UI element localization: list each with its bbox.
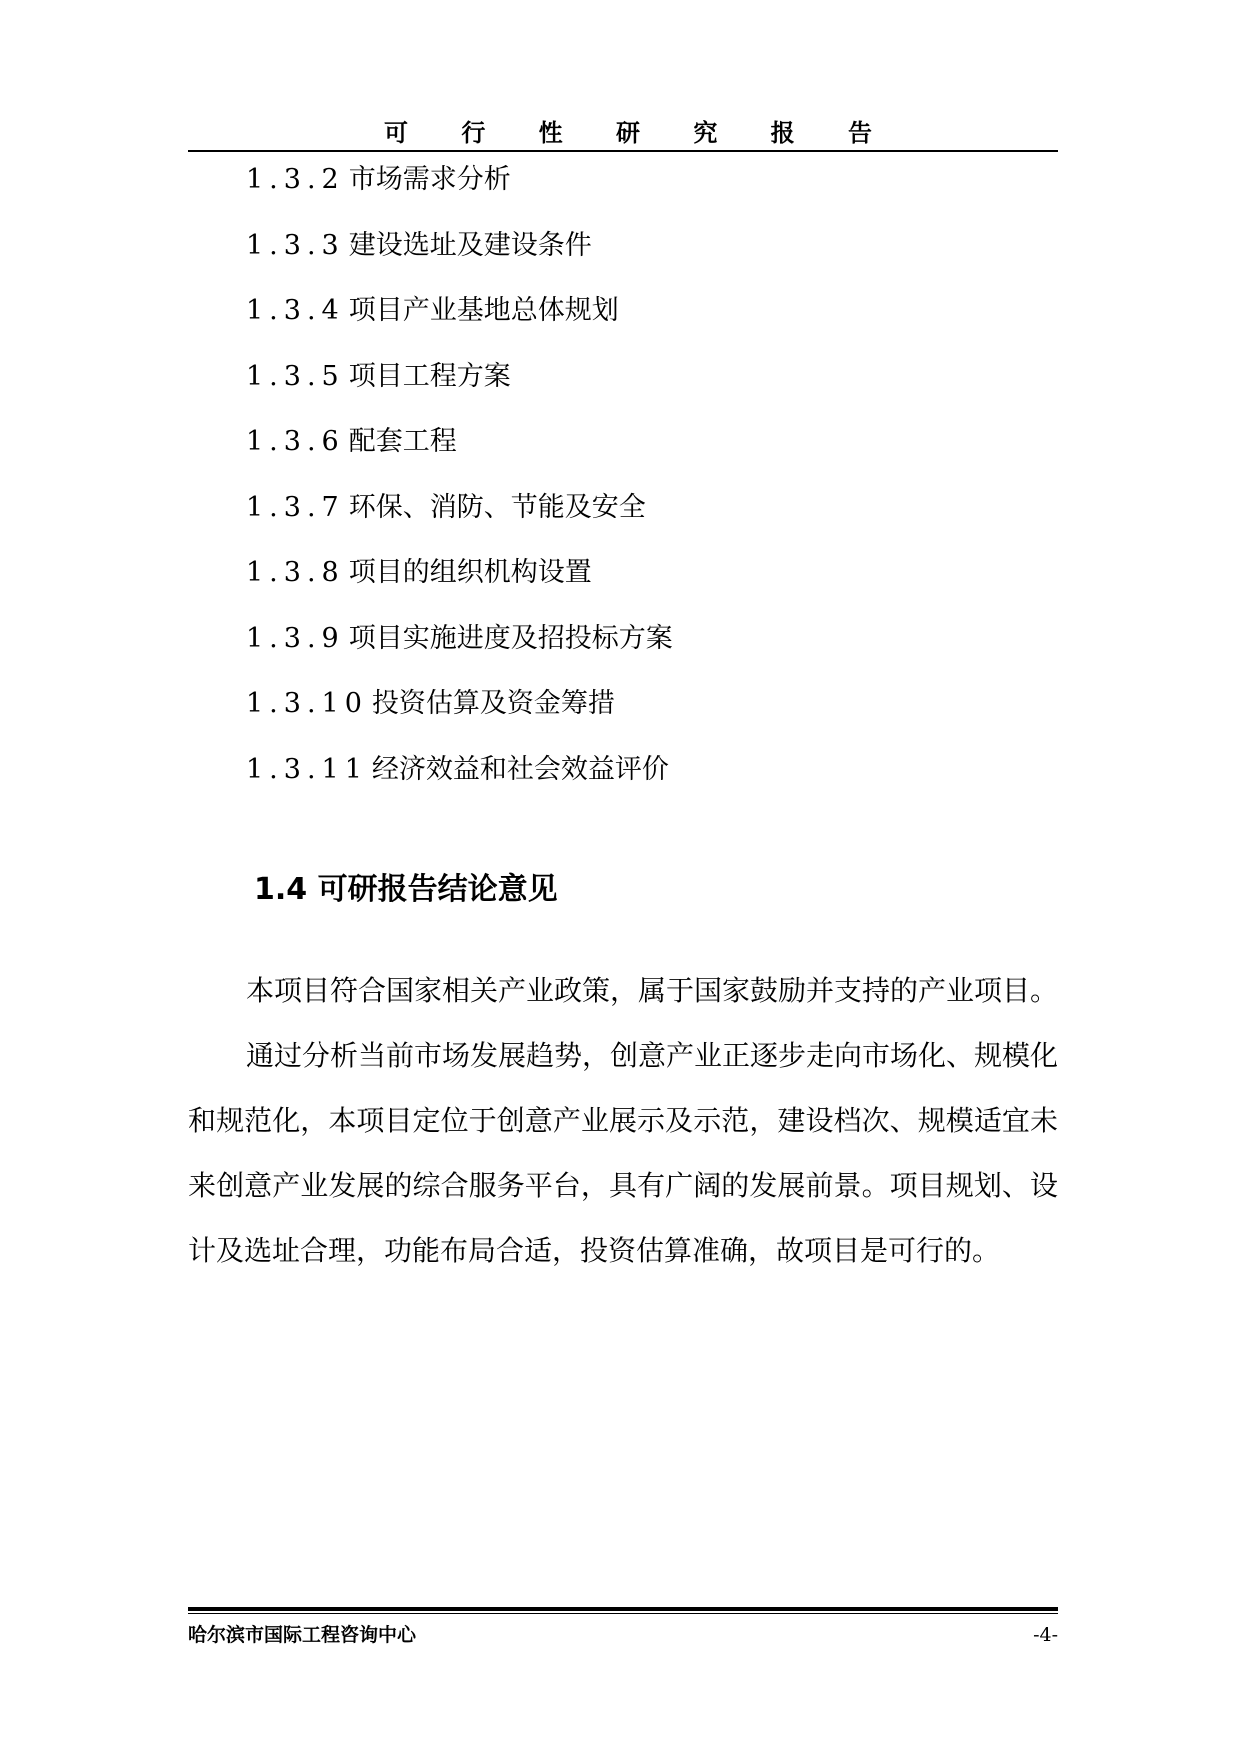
toc-item-number: 1.3.4 bbox=[246, 295, 345, 326]
toc-item bbox=[246, 422, 673, 488]
toc-item-number: 1.3.5 bbox=[246, 360, 345, 392]
toc-item-text: 环保、消防、节能及安全 bbox=[348, 491, 646, 523]
header-divider bbox=[188, 150, 1058, 152]
toc-item-number: 1.3.11 bbox=[246, 753, 368, 785]
header-char: 研 bbox=[615, 119, 640, 147]
toc-item-text: 经济效益和社会效益评价 bbox=[371, 753, 669, 785]
footer-divider-thin bbox=[188, 1613, 1058, 1614]
toc-item-text: 项目实施进度及招投标方案 bbox=[348, 622, 673, 654]
footer-divider-thick bbox=[188, 1607, 1058, 1611]
toc-item-text: 市场需求分析 bbox=[348, 164, 511, 195]
header-char: 报 bbox=[770, 119, 795, 147]
toc-item-number: 1.3.10 bbox=[246, 688, 368, 719]
toc-item bbox=[246, 226, 673, 292]
toc-item-text: 项目产业基地总体规划 bbox=[348, 295, 619, 326]
toc-item bbox=[246, 357, 673, 423]
page-header-title bbox=[188, 118, 1058, 148]
header-char: 可 bbox=[384, 119, 408, 147]
body-paragraph: 通过分析当前市场发展趋势，创意产业正逐步走向市场化、规模化和规范化，本项目定位于创意产业展示及示范，建设档次、规模适宜未来创意产业发展的综合服务平台，具有广阔的发展前景。项目规划、设计及选址合理，功能布局合适，投资估算准确，故项目是可行的。 bbox=[188, 1039, 1059, 1267]
toc-item bbox=[246, 619, 673, 685]
body-paragraph: 本项目符合国家相关产业政策，属于国家鼓励并支持的产业项目。 bbox=[246, 974, 1059, 1007]
toc-item bbox=[246, 684, 673, 750]
toc-item-number: 1.3.6 bbox=[246, 426, 345, 457]
toc-item-text: 投资估算及资金筹措 bbox=[371, 688, 615, 719]
toc-item bbox=[246, 160, 673, 226]
header-char: 究 bbox=[693, 119, 718, 147]
toc-item-number: 1.3.2 bbox=[246, 164, 345, 195]
toc-item-number: 1.3.7 bbox=[246, 491, 345, 523]
page-number: -4- bbox=[1033, 1624, 1058, 1646]
section-body bbox=[188, 958, 1058, 1283]
toc-item-number: 1.3.3 bbox=[246, 229, 345, 261]
toc-item bbox=[246, 750, 673, 816]
header-char: 性 bbox=[538, 119, 563, 147]
header-char: 告 bbox=[847, 119, 872, 147]
header-char: 行 bbox=[461, 119, 486, 147]
toc-item-text: 建设选址及建设条件 bbox=[348, 229, 592, 261]
toc-item-number: 1.3.9 bbox=[246, 622, 345, 654]
toc-item-number: 1.3.8 bbox=[246, 557, 345, 588]
toc-item bbox=[246, 488, 673, 554]
toc-list bbox=[246, 160, 673, 815]
footer-organization: 哈尔滨市国际工程咨询中心 bbox=[188, 1624, 417, 1646]
toc-item-text: 项目的组织机构设置 bbox=[348, 557, 592, 588]
toc-item-text: 配套工程 bbox=[348, 426, 457, 457]
section-heading: 1.4 可研报告结论意见 bbox=[254, 872, 558, 907]
toc-item-text: 项目工程方案 bbox=[348, 360, 511, 392]
toc-item bbox=[246, 291, 673, 357]
toc-item bbox=[246, 553, 673, 619]
